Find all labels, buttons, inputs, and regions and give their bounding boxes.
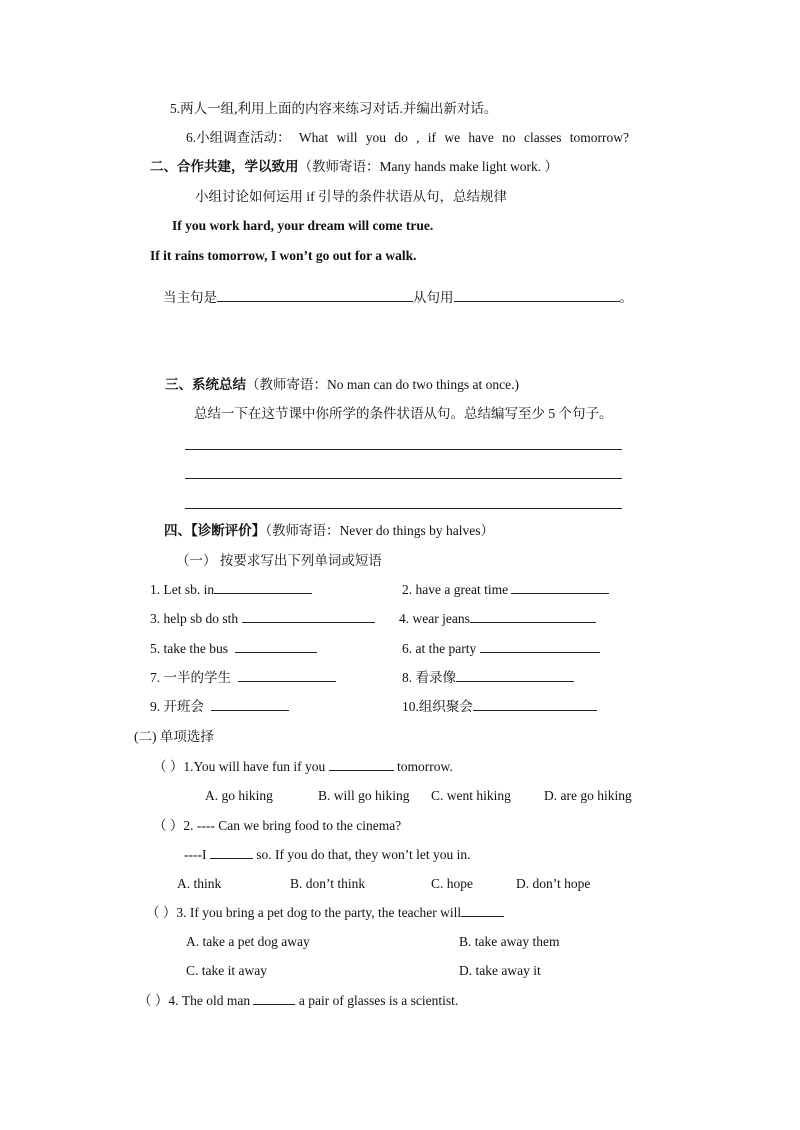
vocab-blank[interactable]	[242, 610, 375, 623]
question-4	[138, 992, 458, 1010]
vocab-blank[interactable]	[214, 581, 312, 594]
vocab-blank[interactable]	[473, 698, 597, 711]
option[interactable]: D. are go hiking	[544, 788, 632, 803]
section-2-heading: 二、合作共建，学以致用	[150, 159, 299, 174]
option[interactable]: B. will go hiking	[318, 788, 410, 803]
answer-paren[interactable]: （ ）	[138, 993, 169, 1008]
summary-write-line[interactable]	[185, 478, 622, 479]
option[interactable]: D. don’t hope	[516, 876, 591, 891]
option[interactable]: D. take away it	[459, 963, 541, 978]
vocab-blank[interactable]	[511, 581, 609, 594]
item-6-word: classes	[523, 130, 562, 145]
answer-paren[interactable]: （ ）	[146, 905, 177, 920]
choice-subheading: (二) 单项选择	[134, 729, 214, 744]
section-3-heading: 三、系统总结	[165, 377, 246, 392]
vocab-item	[150, 698, 289, 716]
rule-main-blank[interactable]	[217, 289, 413, 302]
vocab-blank[interactable]	[238, 669, 336, 682]
answer-paren[interactable]: （ ）	[153, 818, 184, 833]
section-2	[150, 158, 558, 176]
question-4-stem: 4. The old man	[168, 993, 251, 1008]
question-1-blank[interactable]	[329, 758, 394, 771]
section-4	[164, 522, 494, 540]
vocab-item-label: 5. take the bus	[150, 641, 228, 656]
question-4-stem-end: a pair of glasses is a scientist.	[298, 993, 459, 1008]
option[interactable]: A. go hiking	[205, 788, 273, 803]
vocab-blank[interactable]	[470, 610, 596, 623]
vocab-item	[402, 698, 597, 716]
option[interactable]: B. take away them	[459, 934, 560, 949]
vocab-item-label: 6. at the party	[402, 641, 477, 656]
vocab-item	[402, 640, 600, 658]
vocab-item-label: 9. 开班会	[150, 699, 204, 714]
section-2-instruction: 小组讨论如何运用 if 引导的条件状语从句，总结规律	[195, 189, 507, 204]
vocab-item-label: 1. Let sb. in	[150, 582, 215, 597]
option[interactable]: A. take a pet dog away	[186, 934, 310, 949]
question-1-stem-end: tomorrow.	[397, 759, 453, 774]
item-6-word: will	[336, 130, 358, 145]
summary-write-line[interactable]	[185, 449, 622, 450]
example-sentence-2: If it rains tomorrow, I won’t go out for a walk.	[150, 248, 417, 263]
option[interactable]: A. think	[177, 876, 222, 891]
question-2-reply-start: ----I	[184, 847, 207, 862]
item-6-word: have	[468, 130, 494, 145]
vocab-subheading: （一） 按要求写出下列单词或短语	[176, 553, 382, 568]
section-2-motto: （教师寄语：Many hands make light work. ）	[298, 159, 558, 174]
question-3	[146, 904, 504, 922]
vocab-blank[interactable]	[235, 640, 317, 653]
item-6-word: What	[298, 130, 329, 145]
question-2-reply	[184, 846, 470, 864]
item-6-word: ,	[416, 130, 420, 145]
question-1	[153, 758, 453, 776]
section-3	[165, 376, 519, 394]
item-6	[186, 129, 629, 147]
item-6-word: you	[365, 130, 387, 145]
question-4-blank[interactable]	[253, 992, 295, 1005]
section-4-motto: （教师寄语：Never do things by halves）	[265, 523, 494, 538]
rule-clause-blank[interactable]	[454, 289, 620, 302]
option[interactable]: C. take it away	[186, 963, 267, 978]
vocab-blank[interactable]	[211, 698, 289, 711]
example-sentence-1: If you work hard, your dream will come true.	[172, 218, 434, 233]
item-6-word: do	[394, 130, 408, 145]
option[interactable]: C. hope	[431, 876, 473, 891]
vocab-item-label: 2. have a great time	[402, 582, 509, 597]
vocab-item-label: 7. 一半的学生	[150, 670, 231, 685]
vocab-item	[402, 669, 574, 687]
item-6-word: no	[502, 130, 516, 145]
vocab-item	[399, 610, 596, 628]
vocab-item	[150, 669, 336, 687]
question-2-blank[interactable]	[210, 846, 253, 859]
vocab-item	[150, 640, 317, 658]
vocab-item	[402, 581, 609, 599]
vocab-item-label: 4. wear jeans	[399, 611, 470, 626]
vocab-item	[150, 610, 375, 628]
question-2-stem: 2. ---- Can we bring food to the cinema?	[183, 818, 402, 833]
vocab-item-label: 8. 看录像	[402, 670, 456, 685]
vocab-item-label: 3. help sb do sth	[150, 611, 239, 626]
question-2-reply-end: so. If you do that, they won’t let you in.	[256, 847, 471, 862]
answer-paren[interactable]: （ ）	[153, 759, 184, 774]
item-6-word: tomorrow?	[569, 130, 629, 145]
section-4-heading: 四、【诊断评价】	[164, 523, 266, 538]
option[interactable]: C. went hiking	[431, 788, 511, 803]
option[interactable]: B. don’t think	[290, 876, 366, 891]
rule-clause-label: 从句用	[413, 290, 454, 305]
question-3-stem: 3. If you bring a pet dog to the party, the teacher will	[176, 905, 462, 920]
question-3-blank[interactable]	[461, 904, 504, 917]
vocab-item-label: 10.组织聚会	[402, 699, 473, 714]
vocab-blank[interactable]	[480, 640, 600, 653]
item-6-word: we	[444, 130, 461, 145]
section-3-instruction: 总结一下在这节课中你所学的条件状语从句。总结编写至少 5 个句子。	[194, 406, 613, 421]
item-6-word: if	[427, 130, 437, 145]
item-5: 5.两人一组,利用上面的内容来练习对话.并编出新对话。	[170, 101, 498, 116]
vocab-blank[interactable]	[456, 669, 574, 682]
rule-main-label: 当主句是	[163, 290, 217, 305]
vocab-item	[150, 581, 312, 599]
section-3-motto: （教师寄语：No man can do two things at once.)	[246, 377, 519, 392]
question-2	[153, 817, 401, 835]
question-1-stem: 1.You will have fun if you	[183, 759, 326, 774]
rule-fill-line	[163, 289, 633, 307]
summary-write-line[interactable]	[185, 508, 622, 509]
item-6-word: 6.小组调查活动：	[186, 130, 291, 145]
rule-end: 。	[619, 290, 633, 305]
